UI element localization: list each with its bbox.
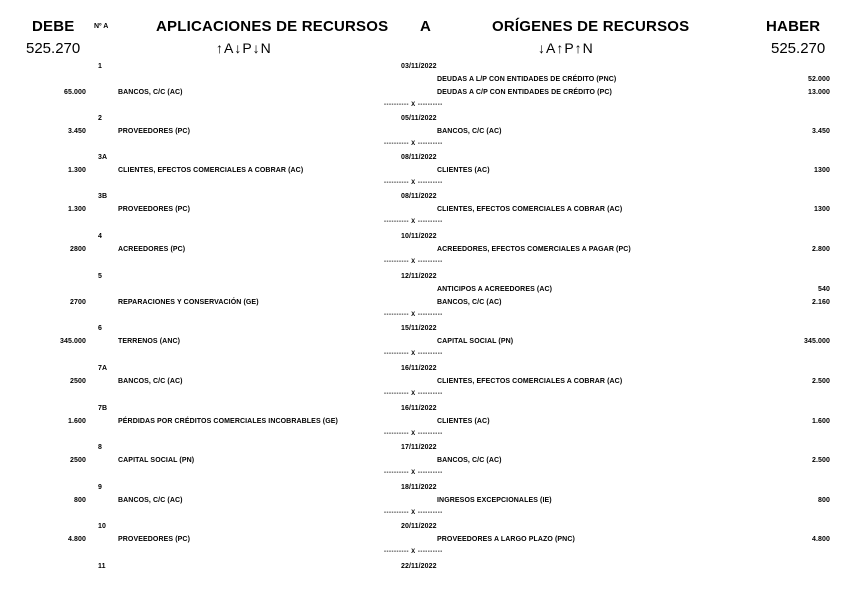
entry-date: 05/11/2022 xyxy=(401,115,437,122)
entry-number-heading: Nº A xyxy=(94,23,109,30)
credit-amount: 1.600 xyxy=(811,418,830,425)
entry-date: 16/11/2022 xyxy=(401,405,437,412)
credit-account: PROVEEDORES A LARGO PLAZO (PNC) xyxy=(437,536,575,543)
entry-separator: ---------- X ---------- xyxy=(384,312,443,318)
entry-number: 5 xyxy=(98,273,102,280)
credit-amount: 3.450 xyxy=(811,128,830,135)
credit-account: CLIENTES (AC) xyxy=(437,418,490,425)
entry-separator: ---------- X ---------- xyxy=(384,102,443,108)
entry-date: 03/11/2022 xyxy=(401,63,437,70)
credit-account: INGRESOS EXCEPCIONALES (IE) xyxy=(437,497,552,504)
a-heading: A xyxy=(420,18,432,35)
credit-account: DEUDAS A C/P CON ENTIDADES DE CRÉDITO (PC) xyxy=(437,89,612,96)
debit-amount: 65.000 xyxy=(63,89,86,96)
entry-separator: ---------- X ---------- xyxy=(384,219,443,225)
credit-account: CAPITAL SOCIAL (PN) xyxy=(437,338,514,345)
debit-amount: 3.450 xyxy=(67,128,86,135)
entry-date: 20/11/2022 xyxy=(401,523,437,530)
debit-amount: 1.600 xyxy=(67,418,86,425)
debe-heading: DEBE xyxy=(32,18,75,35)
entry-number: 3B xyxy=(98,193,108,200)
entry-number: 10 xyxy=(98,523,106,530)
debit-account: PROVEEDORES (PC) xyxy=(118,536,190,543)
origenes-heading: ORÍGENES DE RECURSOS xyxy=(492,18,690,35)
entry-separator: ---------- X ---------- xyxy=(384,431,443,437)
debit-account: BANCOS, C/C (AC) xyxy=(118,378,183,385)
debit-amount: 4.800 xyxy=(67,536,86,543)
credit-account: ACREEDORES, EFECTOS COMERCIALES A PAGAR (PC) xyxy=(437,246,631,253)
credit-amount: 2.500 xyxy=(811,457,830,464)
debit-account: PÉRDIDAS POR CRÉDITOS COMERCIALES INCOBRABLES (GE) xyxy=(118,418,338,425)
debit-account: TERRENOS (ANC) xyxy=(118,338,181,345)
entry-date: 08/11/2022 xyxy=(401,154,437,161)
credit-account: BANCOS, C/C (AC) xyxy=(437,299,502,306)
aplicaciones-heading: APLICACIONES DE RECURSOS xyxy=(156,18,389,35)
entry-separator: ---------- X ---------- xyxy=(384,259,443,265)
credit-amount: 52.000 xyxy=(807,76,830,83)
origenes-arrows: ↓A↑P↑N xyxy=(538,40,594,56)
debit-account: PROVEEDORES (PC) xyxy=(118,206,190,213)
debit-account: ACREEDORES (PC) xyxy=(118,246,186,253)
entry-number: 8 xyxy=(98,444,102,451)
credit-amount: 13.000 xyxy=(807,89,830,96)
entry-number: 7B xyxy=(98,405,108,412)
credit-account: CLIENTES, EFECTOS COMERCIALES A COBRAR (AC) xyxy=(437,378,623,385)
credit-amount: 4.800 xyxy=(811,536,830,543)
entry-number: 2 xyxy=(98,115,102,122)
entry-separator: ---------- X ---------- xyxy=(384,549,443,555)
debit-account: BANCOS, C/C (AC) xyxy=(118,497,183,504)
credit-account: CLIENTES, EFECTOS COMERCIALES A COBRAR (AC) xyxy=(437,206,623,213)
debit-account: REPARACIONES Y CONSERVACIÓN (GE) xyxy=(118,299,259,306)
entry-date: 15/11/2022 xyxy=(401,325,437,332)
debit-amount: 800 xyxy=(74,497,86,504)
entry-separator: ---------- X ---------- xyxy=(384,470,443,476)
debit-account: PROVEEDORES (PC) xyxy=(118,128,190,135)
haber-heading: HABER xyxy=(766,18,821,35)
entry-date: 17/11/2022 xyxy=(401,444,437,451)
entry-number: 4 xyxy=(98,233,102,240)
debit-amount: 2500 xyxy=(70,457,86,464)
credit-amount: 1300 xyxy=(814,167,830,174)
debit-amount: 345.000 xyxy=(59,338,86,345)
credit-account: BANCOS, C/C (AC) xyxy=(437,128,502,135)
entry-number: 11 xyxy=(98,563,106,570)
credit-account: DEUDAS A L/P CON ENTIDADES DE CRÉDITO (PNC) xyxy=(437,76,617,83)
credit-amount: 2.160 xyxy=(811,299,830,306)
credit-amount: 345.000 xyxy=(803,338,830,345)
entry-separator: ---------- X ---------- xyxy=(384,391,443,397)
entry-number: 1 xyxy=(98,63,102,70)
debit-amount: 1.300 xyxy=(67,167,86,174)
debit-account: BANCOS, C/C (AC) xyxy=(118,89,183,96)
debit-amount: 1.300 xyxy=(67,206,86,213)
entry-number: 6 xyxy=(98,325,102,332)
haber-total: 525.270 xyxy=(771,40,826,57)
entry-separator: ---------- X ---------- xyxy=(384,141,443,147)
credit-account: BANCOS, C/C (AC) xyxy=(437,457,502,464)
debit-amount: 2800 xyxy=(70,246,86,253)
entry-date: 08/11/2022 xyxy=(401,193,437,200)
debit-amount: 2700 xyxy=(70,299,86,306)
debe-total: 525.270 xyxy=(26,40,81,57)
credit-amount: 1300 xyxy=(814,206,830,213)
credit-account: CLIENTES (AC) xyxy=(437,167,490,174)
debit-amount: 2500 xyxy=(70,378,86,385)
credit-amount: 800 xyxy=(818,497,830,504)
credit-account: ANTICIPOS A ACREEDORES (AC) xyxy=(437,286,553,293)
entry-date: 18/11/2022 xyxy=(401,484,437,491)
credit-amount: 540 xyxy=(818,286,830,293)
entry-date: 16/11/2022 xyxy=(401,365,437,372)
debit-account: CAPITAL SOCIAL (PN) xyxy=(118,457,195,464)
entry-separator: ---------- X ---------- xyxy=(384,351,443,357)
entry-number: 9 xyxy=(98,484,102,491)
entry-number: 7A xyxy=(98,365,108,372)
entry-number: 3A xyxy=(98,154,108,161)
credit-amount: 2.800 xyxy=(811,246,830,253)
debit-account: CLIENTES, EFECTOS COMERCIALES A COBRAR (AC) xyxy=(118,167,304,174)
credit-amount: 2.500 xyxy=(811,378,830,385)
entry-separator: ---------- X ---------- xyxy=(384,510,443,516)
entry-date: 22/11/2022 xyxy=(401,563,437,570)
entry-date: 12/11/2022 xyxy=(401,273,437,280)
aplicaciones-arrows: ↑A↓P↓N xyxy=(216,40,272,56)
entry-separator: ---------- X ---------- xyxy=(384,180,443,186)
entry-date: 10/11/2022 xyxy=(401,233,437,240)
